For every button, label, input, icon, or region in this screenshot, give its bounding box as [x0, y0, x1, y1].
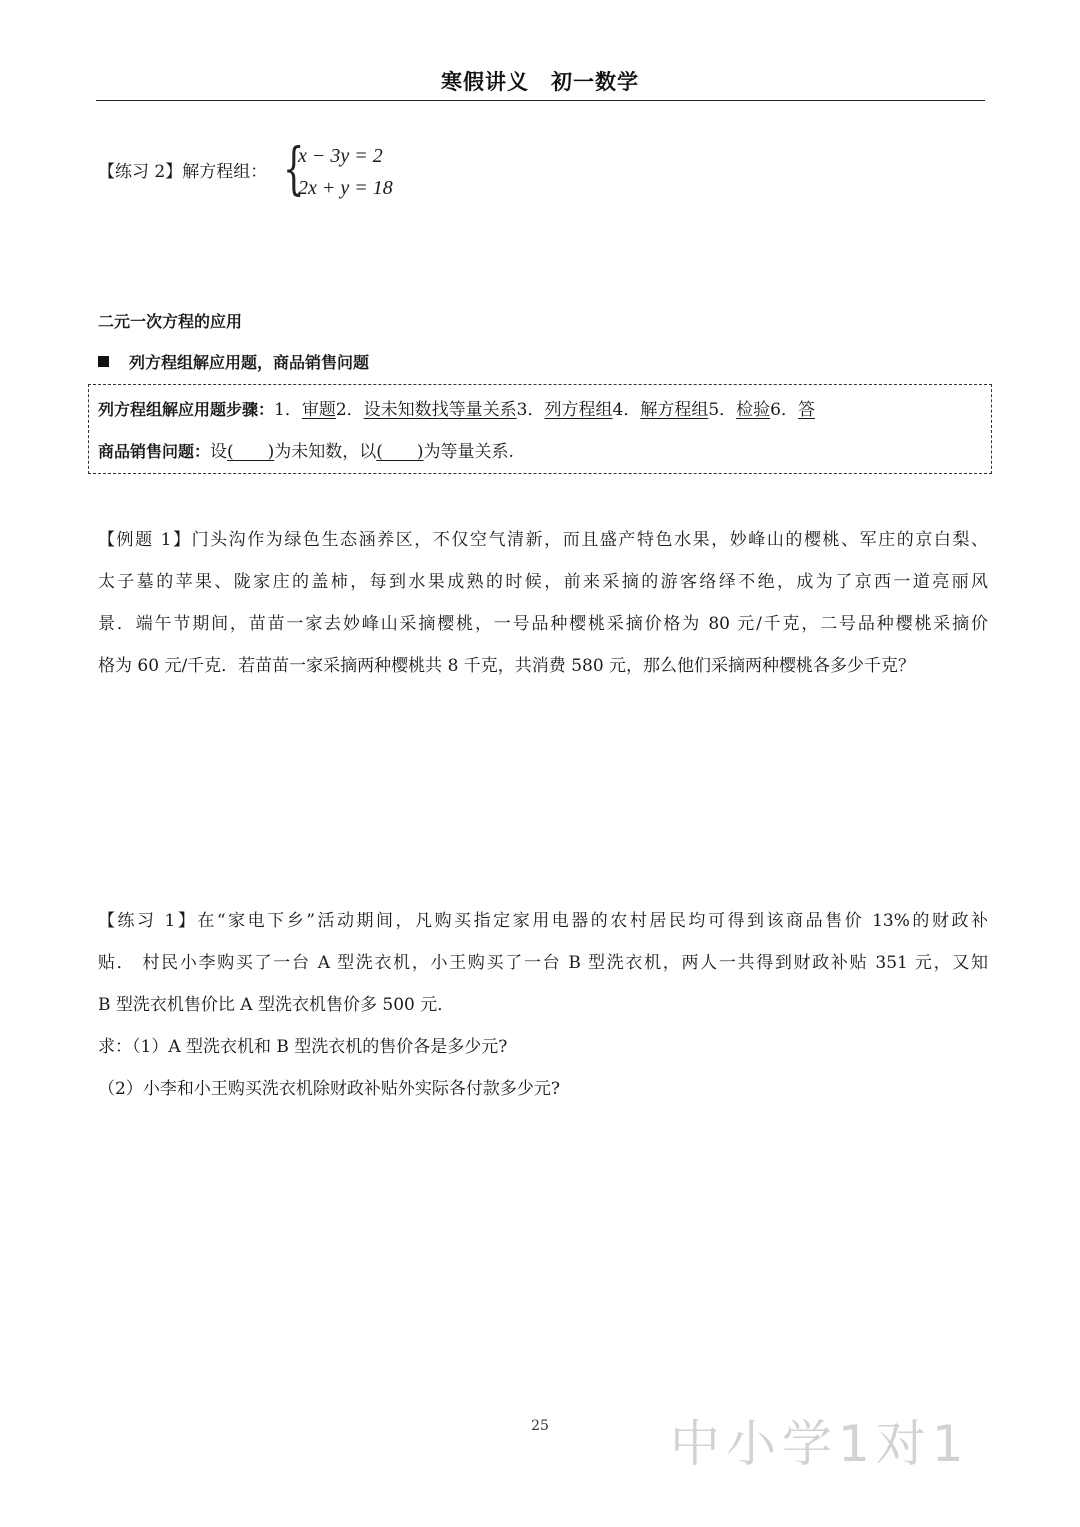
section-title: 二元一次方程的应用 [98, 312, 243, 331]
header-divider [96, 100, 985, 101]
sales-text: 设 [210, 442, 228, 462]
step-num: 6． [770, 400, 798, 420]
step-text: 设未知数找等量关系 [363, 400, 517, 420]
step-num: 5． [708, 400, 737, 420]
example1-line: 太子墓的苹果、陇家庄的盖柿，每到水果成熟的时候，前来采摘的游客络绎不绝，成为了京西一道亮丽风 [98, 572, 988, 592]
practice2-label: 【练习 2】解方程组： [98, 162, 268, 182]
steps-line [98, 400, 815, 420]
blank-1: ( ) [227, 442, 275, 462]
example1-line: 景．端午节期间，苗苗一家去妙峰山采摘樱桃，一号品种樱桃采摘价格为 80 元/千克，二号品种樱桃采摘价 [98, 614, 988, 634]
blank-2: ( ) [376, 442, 424, 462]
step-text: 解方程组 [640, 400, 709, 420]
watermark: 中小学1对1 [670, 1415, 970, 1473]
equation-brace: { [283, 137, 305, 202]
sales-label: 商品销售问题： [98, 442, 211, 461]
step-num: 4． [612, 400, 641, 420]
steps-label: 列方程组解应用题步骤： [98, 400, 275, 419]
practice1-question-2: （2）小李和小王购买洗衣机除财政补贴外实际各付款多少元? [98, 1079, 560, 1099]
sales-text: 为等量关系. [423, 442, 514, 462]
section-subtitle-text: 列方程组解应用题，商品销售问题 [129, 353, 370, 372]
practice1-line: B 型洗衣机售价比 A 型洗衣机售价多 500 元． [98, 995, 455, 1015]
step-text: 检验 [736, 400, 771, 420]
example1-line: 格为 60 元/千克．若苗苗一家采摘两种樱桃共 8 千克，共消费 580 元，那么他们采摘两种樱桃各多少千克？ [98, 656, 916, 676]
sales-line [98, 442, 514, 462]
page-number: 25 [531, 1418, 549, 1434]
example1-paragraph [98, 519, 988, 687]
page-header-title: 寒假讲义 初一数学 [441, 70, 639, 94]
bullet-square-icon [98, 356, 109, 367]
practice1-line: 【练习 1】在“家电下乡”活动期间，凡购买指定家用电器的农村居民均可得到该商品售价 13%的财政补 [98, 911, 988, 931]
practice1-question-1: 求：（1）A 型洗衣机和 B 型洗衣机的售价各是多少元? [98, 1037, 508, 1057]
step-text: 答 [797, 400, 815, 420]
sales-text: 为未知数，以 [274, 442, 377, 462]
practice1-line: 贴． 村民小李购买了一台 A 型洗衣机，小王购买了一台 B 型洗衣机，两人一共得到财政补贴 351 元，又知 [98, 953, 988, 973]
step-num: 2． [335, 400, 364, 420]
step-num: 3． [516, 400, 545, 420]
equation-1: x − 3y = 2 [298, 145, 383, 167]
equation-2: 2x + y = 18 [298, 177, 393, 199]
step-text: 列方程组 [544, 400, 613, 420]
example1-line: 【例题 1】门头沟作为绿色生态涵养区，不仅空气清新，而且盛产特色水果，妙峰山的樱桃、军庄的京白梨、 [98, 530, 988, 550]
practice1-paragraph [98, 900, 988, 1110]
step-text: 审题 [301, 400, 336, 420]
section-subtitle [98, 353, 369, 373]
step-num: 1． [274, 400, 302, 420]
